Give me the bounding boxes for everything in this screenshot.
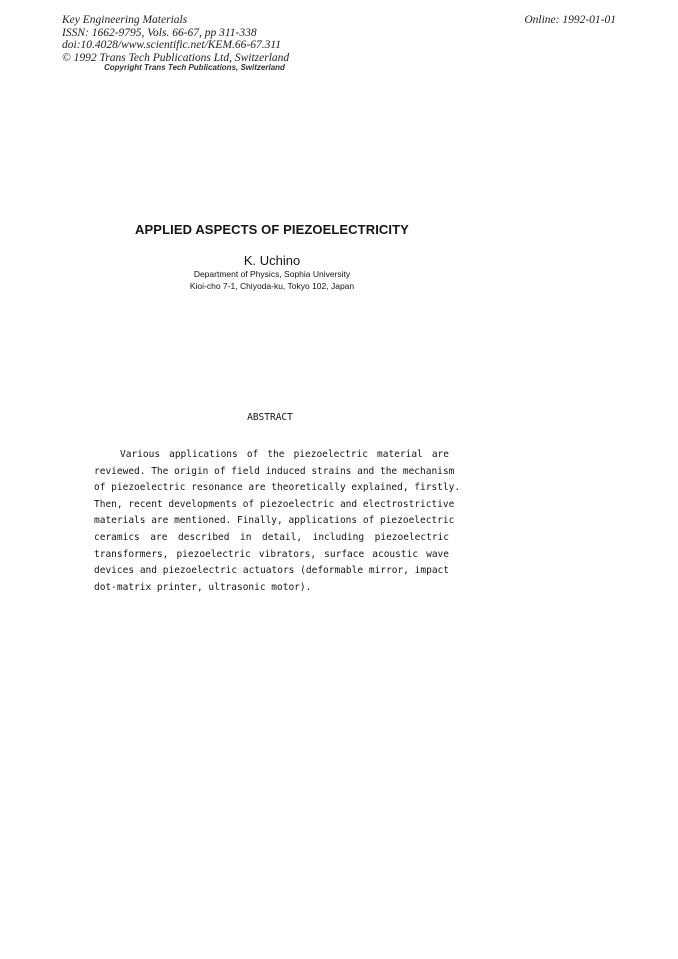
affiliation-address: Kioi-cho 7-1, Chiyoda-ku, Tokyo 102, Japan [189,280,355,291]
abstract-body [94,447,461,596]
paper-title: APPLIED ASPECTS OF PIEZOELECTRICITY [135,222,409,237]
affiliation [0,269,544,292]
copyright-notice: Copyright Trans Tech Publications, Switzerland [104,63,285,72]
doi-line: doi:10.4028/www.scientific.net/KEM.66-67.311 [62,39,282,51]
journal-name: Key Engineering Materials [62,14,188,26]
online-date: Online: 1992-01-01 [524,14,616,26]
abstract-line: reviewed. The origin of field induced strains and the mechanism [94,465,455,477]
abstract-line: devices and piezoelectric actuators (deformable mirror, impact [94,565,449,577]
abstract-line: Then, recent developments of piezoelectric and electrostrictive [94,498,455,510]
abstract-line: transformers, piezoelectric vibrators, surface acoustic wave [94,548,449,560]
journal-meta [62,14,289,64]
abstract-line: Various applications of the piezoelectric material are [120,449,449,460]
publisher-line: © 1992 Trans Tech Publications Ltd, Switzerland [62,51,290,64]
abstract-line: dot-matrix printer, ultrasonic motor). [94,581,312,593]
affiliation-department: Department of Physics, Sophia University [193,269,351,279]
author-name: K. Uchino [243,253,301,268]
abstract-heading: ABSTRACT [247,412,293,423]
issn-line: ISSN: 1662-9795, Vols. 66-67, pp 311-338 [62,26,257,39]
abstract-line: of piezoelectric resonance are theoretically explained, firstly. [94,482,461,494]
abstract-line: materials are mentioned. Finally, applications of piezoelectric [94,515,455,527]
abstract-line: ceramics are described in detail, including piezoelectric [94,531,449,543]
